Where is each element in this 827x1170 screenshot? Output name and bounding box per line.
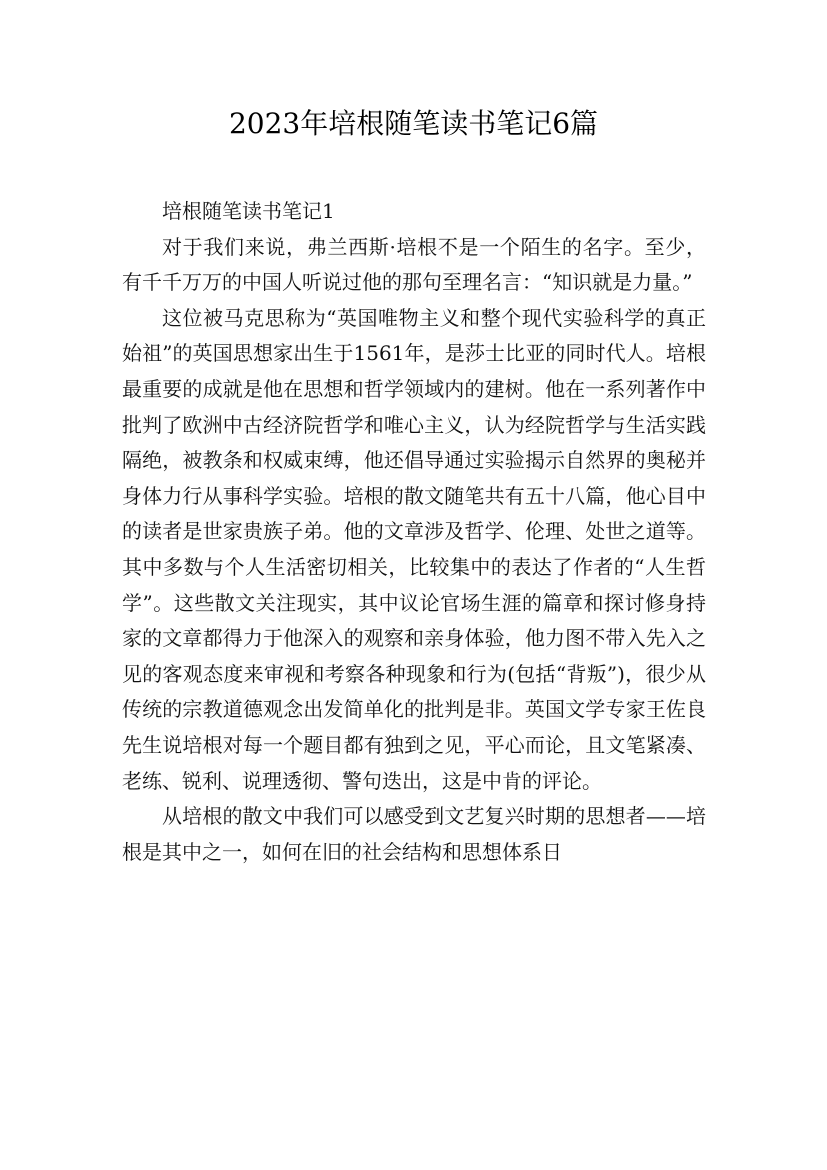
paragraph-2: 这位被马克思称为“英国唯物主义和整个现代实验科学的真正始祖”的英国思想家出生于1561年，是莎士比亚的同时代人。培根最重要的成就是他在思想和哲学领域内的建树。他在一系列著作中批判了欧洲中古经济院哲学和唯心主义，认为经院哲学与生活实践隔绝，被教条和权威束缚，他还倡导通过实验揭示自然界的奥秘并身体力行从事科学实验。培根的散文随笔共有五十八篇，他心目中的读者是世家贵族子弟。他的文章涉及哲学、伦理、处世之道等。其中多数与个人生活密切相关，比较集中的表达了作者的“人生哲学”。这些散文关注现实，其中议论官场生涯的篇章和探讨修身持家的文章都得力于他深入的观察和亲身体验，他力图不带入先入之见的客观态度来审视和考察各种现象和行为(包括“背叛”)，很少从传统的宗教道德观念出发简单化的批判是非。英国文学专家王佐良先生说培根对每一个题目都有独到之见，平心而论，且文笔紧凑、老练、锐利、说理透彻、警句迭出，这是中肯的评论。 [122, 305, 706, 793]
document-body [122, 194, 706, 870]
document-title: 2023年培根随笔读书笔记6篇 [228, 107, 599, 140]
paragraph-3: 从培根的散文中我们可以感受到文艺复兴时期的思想者——培根是其中之一，如何在旧的社会结构和思想体系日 [122, 804, 706, 864]
paragraph-1: 对于我们来说，弗兰西斯·培根不是一个陌生的名字。至少，有千千万万的中国人听说过他的那句至理名言：“知识就是力量。” [122, 234, 706, 295]
section-heading: 培根随笔读书笔记1 [162, 199, 335, 223]
